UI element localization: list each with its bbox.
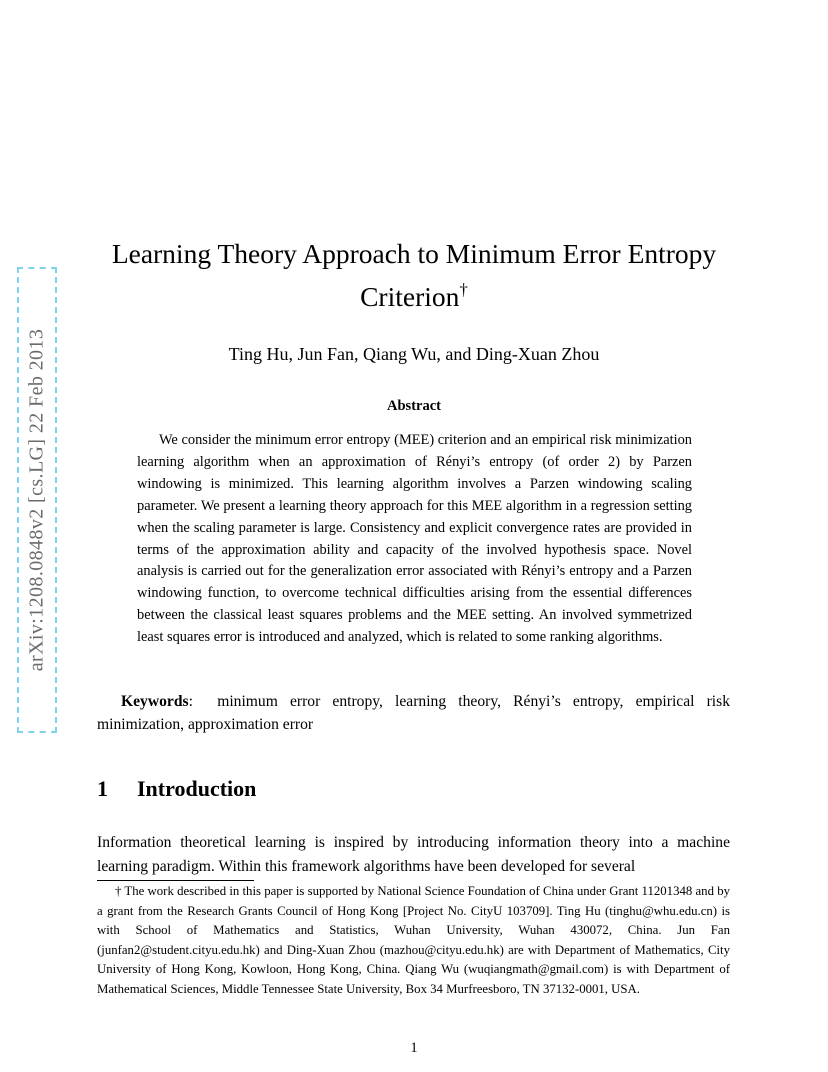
keywords-paragraph: Keywords: minimum error entropy, learning theory, Rényi’s entropy, empirical risk minimization, approximation error <box>97 693 730 733</box>
arxiv-stamp-text: arXiv:1208.0848v2 [cs.LG] 22 Feb 2013 <box>25 328 48 672</box>
intro-paragraph: Information theoretical learning is inspired by introducing information theory into a machine learning paradigm. Within this framework algorithms have been developed for several <box>97 834 730 875</box>
footnote-text: † The work described in this paper is supported by National Science Foundation of China under Grant 11201348 and by a grant from the Research Grants Council of Hong Kong [Project No. CityU 103709]. Ting Hu (tinghu@whu.edu.cn) is with School of Mathematics and Statistics, Wuhan University, Wuhan 430072, China. Jun Fan (junfan2@student.cityu.edu.hk) and Ding-Xuan Zhou (mazhou@cityu.edu.hk) are with Department of Mathematics, City University of Hong Kong, Kowloon, Hong Kong, China. Qiang Wu (wuqiangmath@gmail.com) is with Department of Mathematical Sciences, Middle Tennessee State University, Box 34 Murfreesboro, TN 37132-0001, USA. <box>97 884 730 996</box>
abstract-heading: Abstract <box>387 398 441 414</box>
arxiv-stamp <box>17 267 57 733</box>
keywords-text: minimum error entropy, learning theory, Rényi’s entropy, empirical risk minimization, approximation error <box>97 693 730 733</box>
keywords-label: Keywords <box>121 693 189 710</box>
author-list: Ting Hu, Jun Fan, Qiang Wu, and Ding-Xuan Zhou <box>228 344 600 364</box>
page-number: 1 <box>410 1040 418 1056</box>
footnote-rule <box>97 880 254 881</box>
section-number: 1 <box>97 776 108 801</box>
paper-title-text: Learning Theory Approach to Minimum Error Entropy Criterion <box>111 238 717 312</box>
section-title: Introduction <box>137 776 257 801</box>
title-footnote-mark: † <box>459 280 468 299</box>
section-heading <box>97 776 256 802</box>
paper-title <box>90 232 738 318</box>
abstract-text: We consider the minimum error entropy (MEE) criterion and an empirical risk minimization learning algorithm when an approximation of Rényi’s entropy (of order 2) by Parzen windowing is minimized. This learning algorithm involves a Parzen windowing scaling parameter. We present a learning theory approach for this MEE algorithm in a regression setting when the scaling parameter is large. Consistency and explicit convergence rates are provided in terms of the approximation ability and capacity of the involved hypothesis space. Novel analysis is carried out for the generalization error associated with Rényi’s entropy and a Parzen windowing function, to overcome technical difficulties arising from the essential differences between the classical least squares problems and the MEE setting. An involved symmetrized least squares error is introduced and analyzed, which is related to some ranking algorithms. <box>137 432 692 646</box>
